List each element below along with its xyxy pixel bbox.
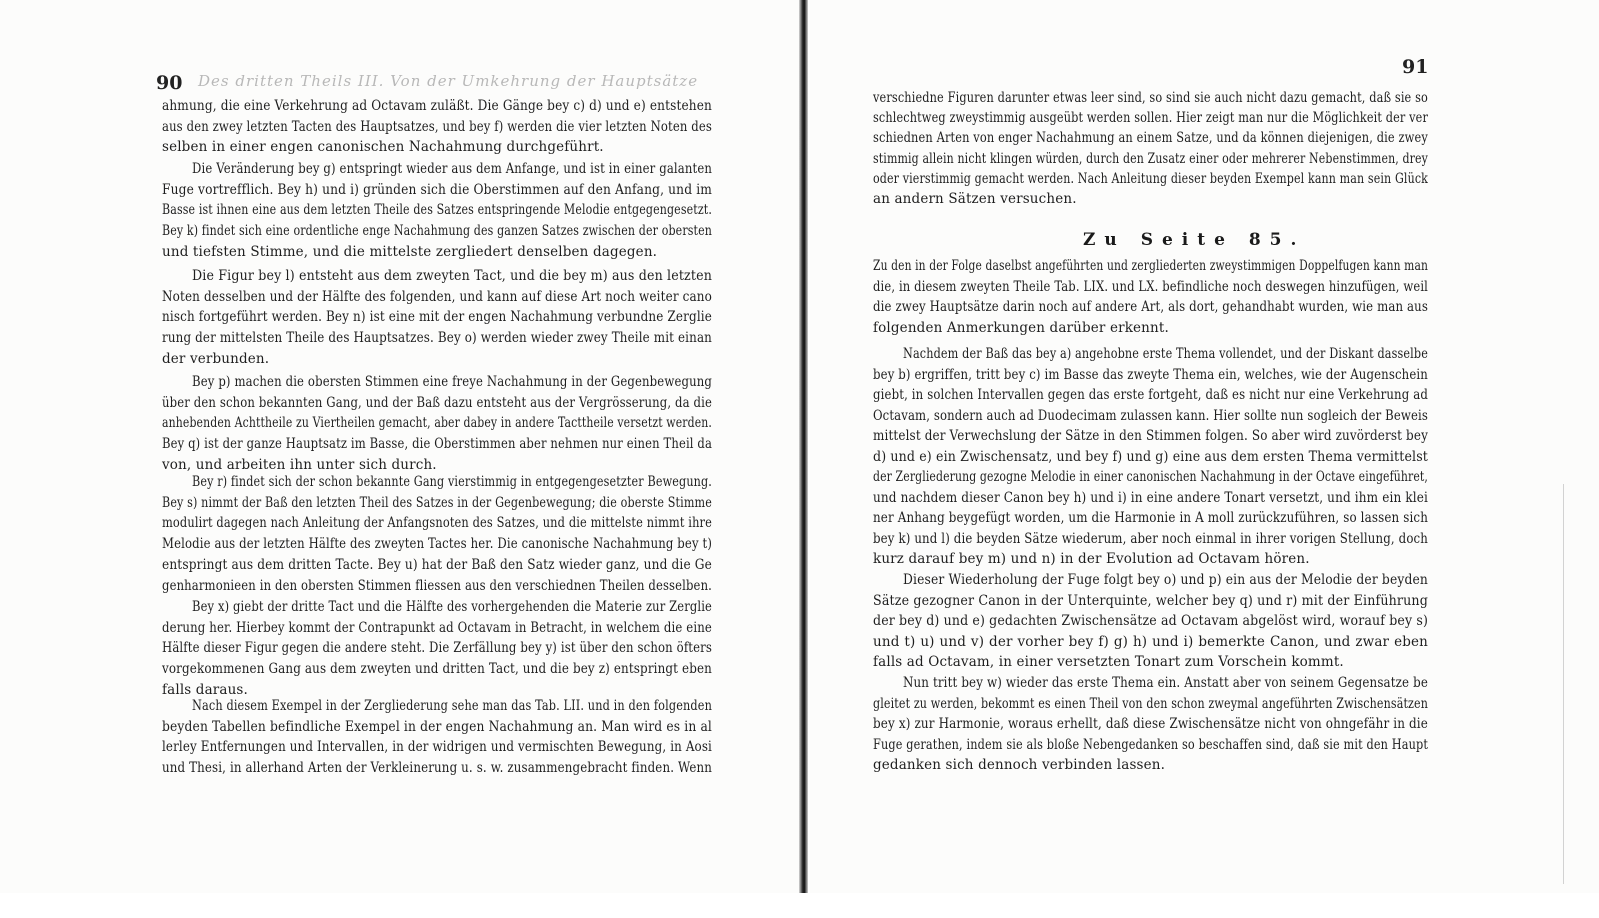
text-line: vorgekommenen Gang aus dem zweyten und dritten Tact, und die bey z) entspringt eben: [162, 661, 712, 678]
text-line: stimmig allein nicht klingen würden, durch den Zusatz einer oder mehrerer Nebenstimmen, drey: [873, 150, 1428, 167]
text-line: Sätze gezogner Canon in der Unterquinte, welcher bey q) und r) mit der Einführung: [873, 592, 1428, 609]
margin-rule-right: [1563, 484, 1564, 884]
text-line: Basse ist ihnen eine aus dem letzten Theile des Satzes entspringende Melodie entgegengesetzt.: [162, 202, 712, 219]
text-line: Bey k) findet sich eine ordentliche enge Nachahmung des ganzen Satzes zwischen der obersten: [162, 223, 712, 240]
text-line: Noten desselben und der Hälfte des folgenden, und kann auf diese Art noch weiter cano: [162, 288, 712, 305]
text-line: Octavam, sondern auch ad Duodecimam zulassen kann. Hier sollte nun sogleich der Beweis: [873, 407, 1428, 424]
text-line: Die Figur bey l) entsteht aus dem zweyten Tact, und die bey m) aus den letzten: [192, 268, 712, 284]
text-line: Fuge vortrefflich. Bey h) und i) gründen sich die Oberstimmen auf den Anfang, und im: [162, 181, 712, 198]
text-line: Die Veränderung bey g) entspringt wieder aus dem Anfange, und ist in einer galanten: [192, 161, 712, 177]
text-line: Bey s) nimmt der Baß den letzten Theil des Satzes in der Gegenbewegung; die oberste Stimme: [162, 494, 712, 511]
text-line: falls daraus.: [162, 681, 248, 698]
text-line: d) und e) ein Zwischensatz, und bey f) und g) eine aus dem ersten Thema vermittelst: [873, 448, 1428, 465]
text-line: und Thesi, in allerhand Arten der Verkleinerung u. s. w. zusammengebracht finden. Wenn: [162, 760, 712, 777]
text-line: kurz darauf bey m) und n) in der Evolution ad Octavam hören.: [873, 551, 1310, 567]
text-line: der Zergliederung gezogne Melodie in einer canonischen Nachahmung in der Octave eingeführet,: [873, 469, 1428, 485]
text-line: der bey d) und e) gedachten Zwischensätze ad Octavam abgelöst wird, worauf bey s): [873, 613, 1428, 629]
section-heading: Zu Seite 85.: [1083, 230, 1306, 250]
text-line: die zwey Hauptsätze darin noch auf andere Art, als dort, gehandhabt wurden, wie man aus: [873, 299, 1428, 315]
text-line: falls ad Octavam, in einer versetzten Tonart zum Vorschein kommt.: [873, 654, 1344, 670]
text-line: aus den zwey letzten Tacten des Hauptsatzes, und bey f) werden die vier letzten Noten des: [162, 118, 712, 135]
text-line: von, und arbeiten ihn unter sich durch.: [162, 456, 437, 473]
text-line: verschiedne Figuren darunter etwas leer sind, so sind sie auch nicht dazu gemacht, daß sie so: [873, 90, 1428, 106]
text-line: ahmung, die eine Verkehrung ad Octavam zuläßt. Die Gänge bey c) d) und e) entstehen: [162, 98, 712, 114]
text-line: Fuge gerathen, indem sie als bloße Nebengedanken so beschaffen sind, daß sie mit den Haupt: [873, 736, 1428, 753]
scan-bottom-margin: [0, 893, 1599, 918]
text-line: Nach diesem Exempel in der Zergliederung sehe man das Tab. LII. und in den folgenden: [192, 698, 712, 714]
text-line: Bey x) giebt der dritte Tact und die Hälfte des vorhergehenden die Materie zur Zerglie: [192, 599, 712, 615]
text-line: Bey p) machen die obersten Stimmen eine freye Nachahmung in der Gegenbewegung: [192, 374, 712, 390]
text-line: rung der mittelsten Theile des Hauptsatzes. Bey o) werden wieder zwey Theile mit einan: [162, 330, 712, 347]
text-line: Dieser Wiederholung der Fuge folgt bey o) und p) ein aus der Melodie der beyden: [903, 572, 1428, 588]
page-number-left: 90: [156, 72, 183, 94]
text-line: giebt, in solchen Intervallen gegen das erste fortgeht, daß es nicht nur eine Verkehrung ad: [873, 387, 1428, 403]
text-line: gedanken sich dennoch verbinden lassen.: [873, 757, 1166, 773]
text-line: Zu den in der Folge daselbst angeführten und zergliederten zweystimmigen Doppelfugen kann man: [873, 258, 1428, 274]
book-gutter: [799, 0, 808, 900]
text-line: genharmonieen in den obersten Stimmen fliessen aus den verschiednen Theilen desselben.: [162, 577, 712, 594]
text-line: bey b) ergriffen, tritt bey c) im Basse das zweyte Thema ein, welches, wie der Augenschein: [873, 366, 1428, 383]
text-line: folgenden Anmerkungen darüber erkennt.: [873, 319, 1169, 336]
text-line: Bey r) findet sich der schon bekannte Gang vierstimmig in entgegengesetzter Bewegung.: [192, 474, 712, 490]
text-line: mittelst der Verwechslung der Sätze in den Stimmen folgen. So aber wird zuvörderst bey: [873, 428, 1428, 444]
text-line: bey k) und l) die beyden Sätze wiederum, aber noch einmal in ihrer vorigen Stellung, doch: [873, 530, 1428, 547]
page-number-right: 91: [1402, 56, 1429, 78]
text-line: lerley Entfernungen und Intervallen, in der widrigen und vermischten Bewegung, in Aosi: [162, 739, 712, 756]
text-line: anhebenden Achttheile zu Viertheilen gemacht, aber dabey in andere Tacttheile versetzt werden.: [162, 415, 712, 432]
text-line: bey x) zur Harmonie, woraus erhellt, daß diese Zwischensätze nicht von ohngefähr in die: [873, 716, 1428, 732]
text-line: der verbunden.: [162, 350, 270, 367]
text-line: schlechtweg zweystimmig ausgeübt werden sollen. Hier zeigt man nur die Möglichkeit der ver: [873, 110, 1428, 127]
text-line: und t) u) und v) der vorher bey f) g) h) und i) bemerkte Canon, und zwar eben: [873, 633, 1428, 650]
text-line: selben in einer engen canonischen Nachahmung durchgeführt.: [162, 139, 604, 156]
text-line: ner Anhang beygefügt worden, um die Harmonie in A moll zurückzuführen, so lassen sich: [873, 510, 1428, 526]
text-line: Nun tritt bey w) wieder das erste Thema ein. Anstatt aber von seinem Gegensatze be: [903, 675, 1428, 691]
text-line: über den schon bekannten Gang, und der Baß dazu entsteht aus der Vergrösserung, da die: [162, 394, 712, 411]
text-line: nisch fortgeführt werden. Bey n) ist eine mit der engen Nachahmung verbundne Zerglie: [162, 309, 712, 326]
text-line: entspringt aus dem dritten Tacte. Bey u) hat der Baß den Satz wieder ganz, und die Ge: [162, 556, 712, 573]
text-line: beyden Tabellen befindliche Exempel in der engen Nachahmung an. Man wird es in al: [162, 718, 712, 735]
running-head-left: Des dritten Theils III. Von der Umkehrung der Hauptsätze: [198, 72, 699, 90]
text-line: Hälfte dieser Figur gegen die andere steht. Die Zerfällung bey y) ist über den schon öfters: [162, 640, 712, 657]
text-line: die, in diesem zweyten Theile Tab. LIX. und LX. befindliche noch deswegen hinzufügen, weil: [873, 278, 1428, 295]
text-line: derung her. Hierbey kommt der Contrapunkt ad Octavam in Betracht, in welchem die eine: [162, 619, 712, 636]
text-line: Nachdem der Baß das bey a) angehobne erste Thema vollendet, und der Diskant dasselbe: [903, 346, 1428, 362]
text-line: Bey q) ist der ganze Hauptsatz im Basse, die Oberstimmen aber nehmen nur einen Theil da: [162, 436, 712, 453]
text-line: und tiefsten Stimme, und die mittelste zergliedert denselben dagegen.: [162, 243, 658, 260]
text-line: modulirt dagegen nach Anleitung der Anfangsnoten des Satzes, und die mittelste nimmt ihre: [162, 515, 712, 532]
text-line: gleitet zu werden, bekommt es einen Theil von den schon zweymal angeführten Zwischensätzen: [873, 695, 1428, 712]
text-line: und nachdem dieser Canon bey h) und i) in eine andere Tonart versetzt, und ihm ein klei: [873, 489, 1428, 506]
text-line: oder vierstimmig gemacht werden. Nach Anleitung dieser beyden Exempel kann man sein Glück: [873, 170, 1428, 187]
text-line: schiednen Arten von enger Nachahmung an einem Satze, und da können diejenigen, die zwey: [873, 130, 1428, 147]
right-page: [810, 0, 1599, 918]
text-line: an andern Sätzen versuchen.: [873, 191, 1077, 207]
text-line: Melodie aus der letzten Hälfte des zweyten Tactes her. Die canonische Nachahmung bey t): [162, 536, 712, 553]
